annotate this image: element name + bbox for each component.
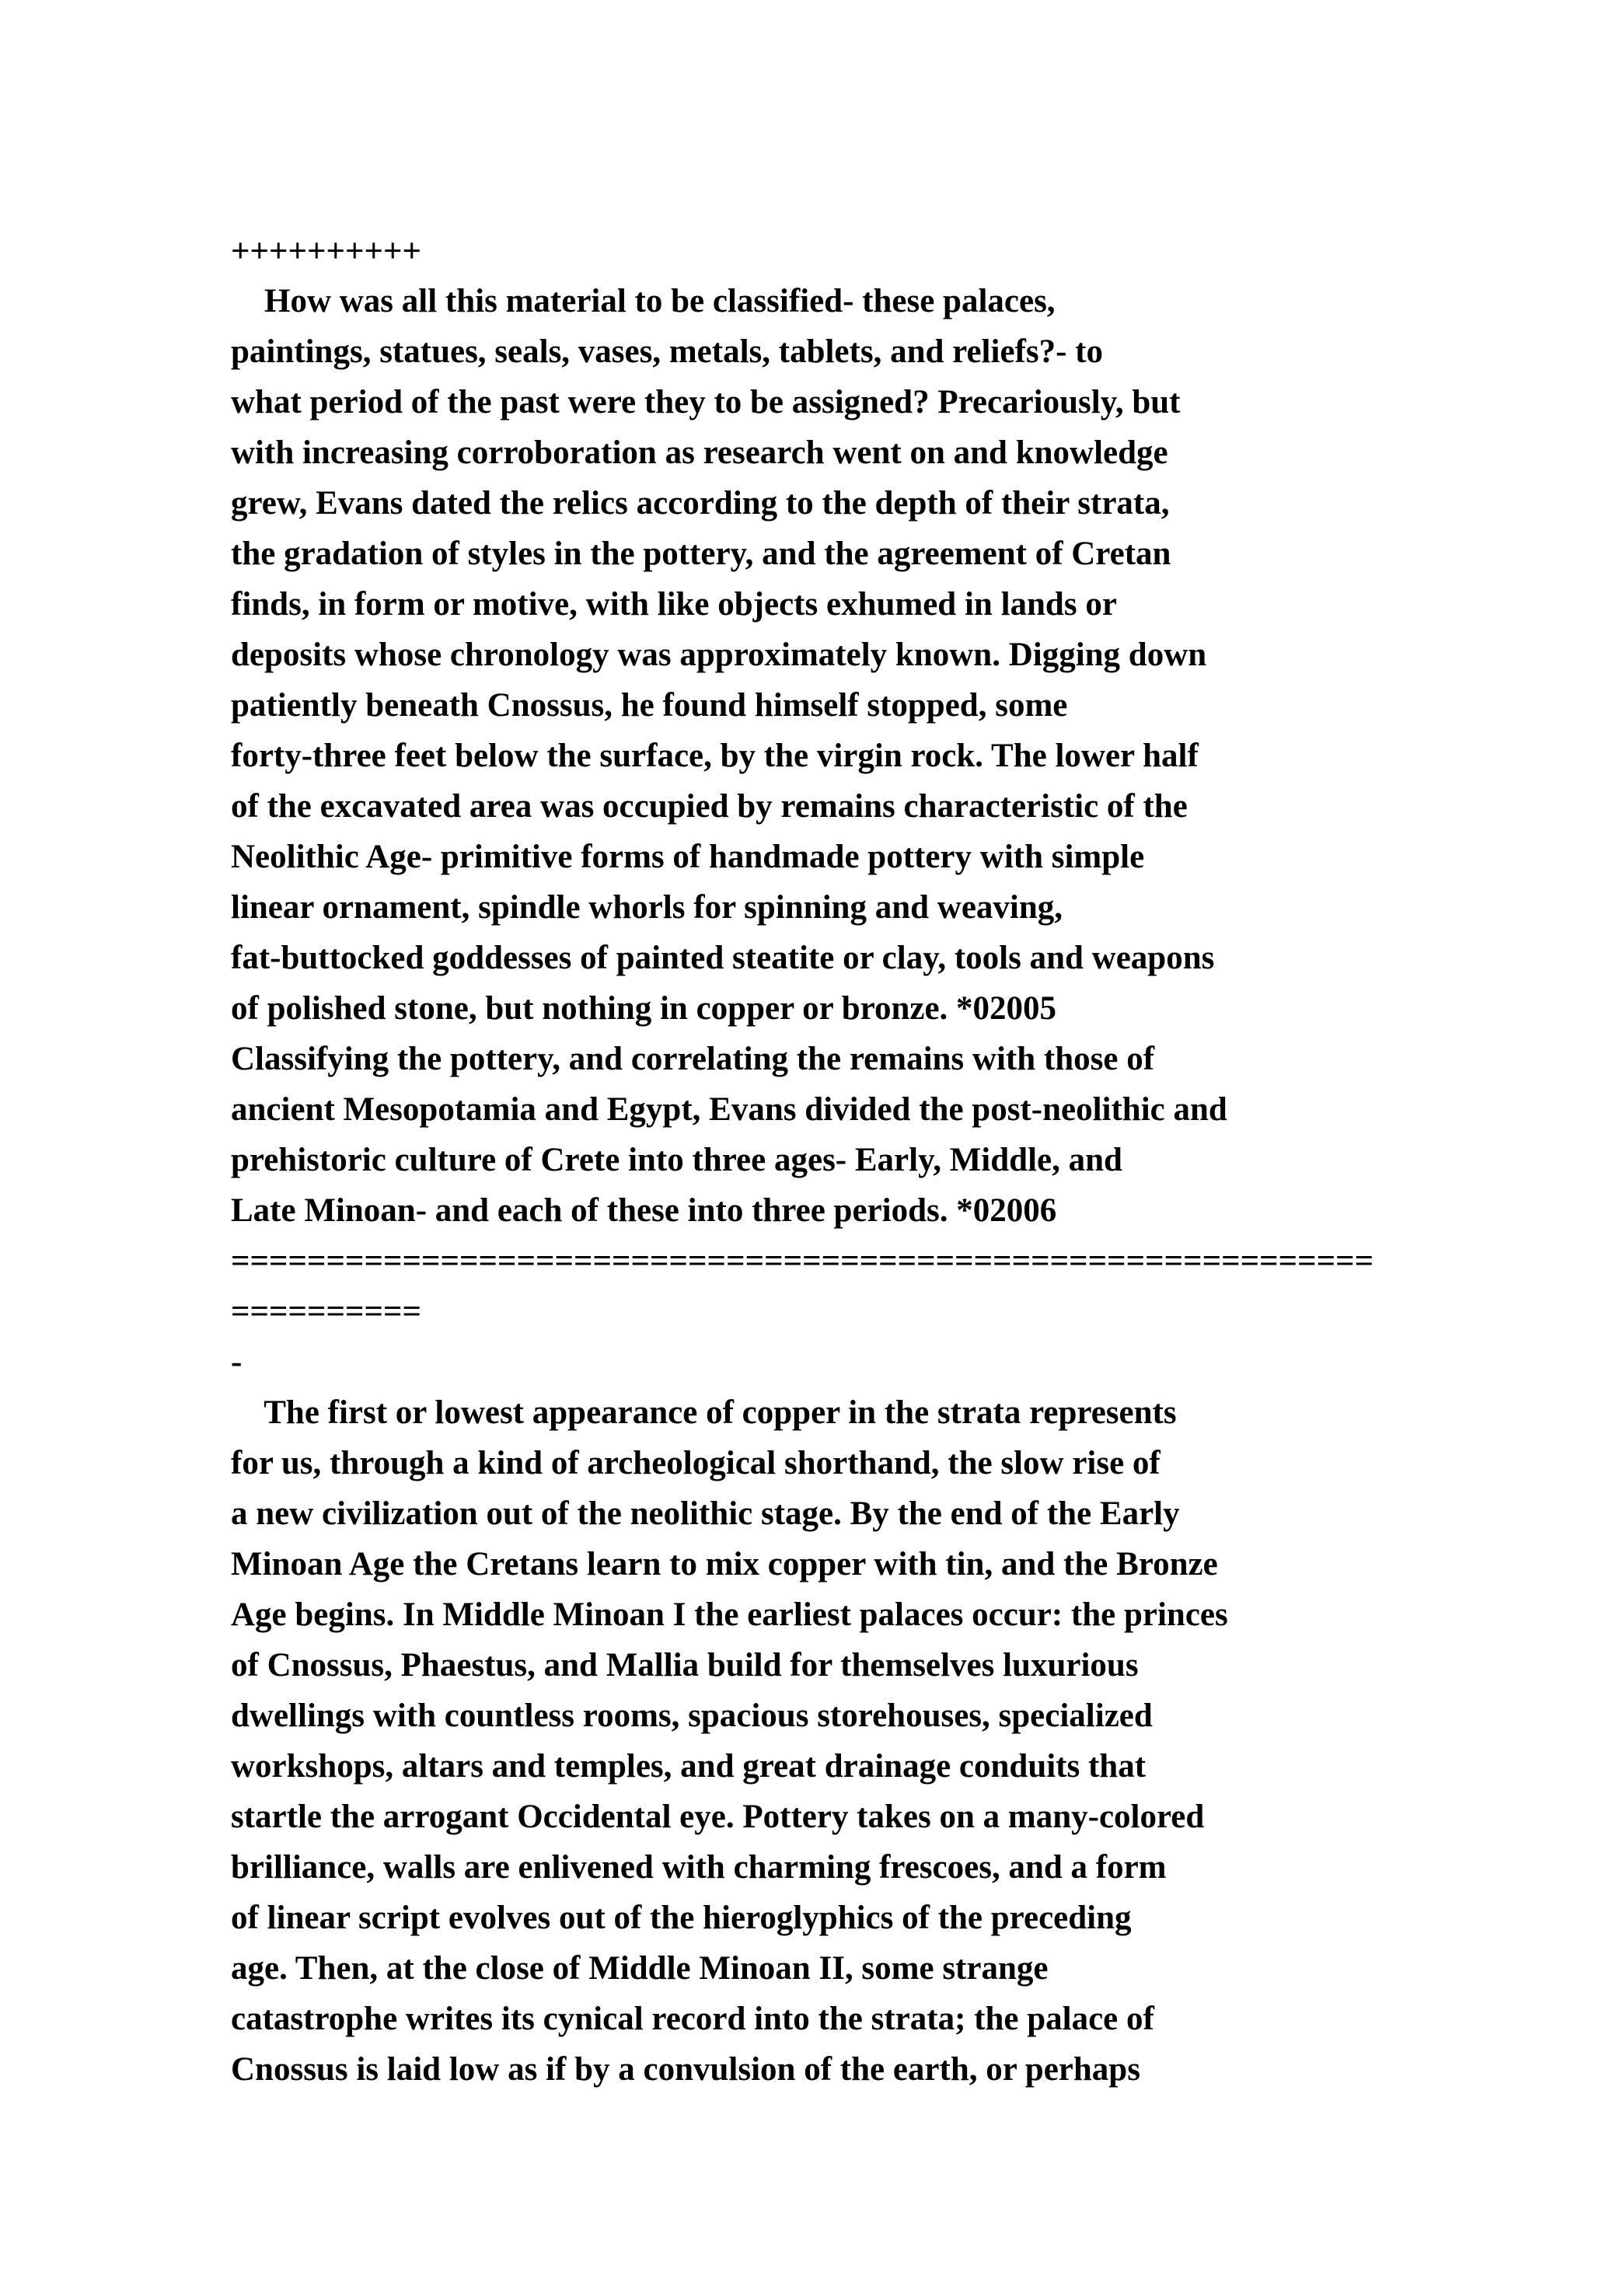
text-line: what period of the past were they to be assigned? Precariously, but [231, 384, 1181, 420]
text-line: ancient Mesopotamia and Egypt, Evans divided the post-neolithic and [231, 1091, 1227, 1128]
separator-line: ========== [231, 1293, 422, 1330]
text-line: of the excavated area was occupied by remains characteristic of the [231, 788, 1188, 825]
text-line: a new civilization out of the neolithic stage. By the end of the Early [231, 1495, 1180, 1532]
text-line: of Cnossus, Phaestus, and Mallia build for themselves luxurious [231, 1647, 1139, 1684]
text-line: brilliance, walls are enlivened with charming frescoes, and a form [231, 1849, 1167, 1886]
text-line: dwellings with countless rooms, spacious storehouses, specialized [231, 1698, 1153, 1734]
text-line: prehistoric culture of Crete into three ages- Early, Middle, and [231, 1142, 1122, 1178]
text-line: forty-three feet below the surface, by the virgin rock. The lower half [231, 738, 1199, 774]
text-line: fat-buttocked goddesses of painted steatite or clay, tools and weapons [231, 940, 1215, 976]
text-line: grew, Evans dated the relics according to the depth of their strata, [231, 485, 1170, 522]
text-line: Late Minoan- and each of these into three periods. *02006 [231, 1192, 1057, 1229]
text-line: workshops, altars and temples, and great drainage conduits that [231, 1748, 1147, 1785]
text-line: How was all this material to be classified- these palaces, [231, 283, 1056, 319]
text-line: with increasing corroboration as research went on and knowledge [231, 434, 1168, 471]
text-line: ++++++++++ [231, 233, 422, 270]
text-line: Neolithic Age- primitive forms of handmade pottery with simple [231, 839, 1145, 875]
text-line: deposits whose chronology was approximately known. Digging down [231, 637, 1207, 673]
text-line: the gradation of styles in the pottery, and the agreement of Cretan [231, 536, 1171, 572]
text-line: The first or lowest appearance of copper in the strata represents [231, 1394, 1177, 1431]
text-line: Minoan Age the Cretans learn to mix copper with tin, and the Bronze [231, 1546, 1218, 1582]
text-line: paintings, statues, seals, vases, metals, tablets, and reliefs?- to [231, 333, 1103, 370]
text-line: - [231, 1344, 243, 1380]
text-line: age. Then, at the close of Middle Minoan II, some strange [231, 1950, 1049, 1987]
text-line: Cnossus is laid low as if by a convulsion of the earth, or perhaps [231, 2051, 1140, 2088]
text-line: Classifying the pottery, and correlating the remains with those of [231, 1041, 1155, 1077]
text-line: of polished stone, but nothing in copper or bronze. *02005 [231, 990, 1057, 1027]
text-line: patiently beneath Cnossus, he found himself stopped, some [231, 687, 1068, 724]
text-line: finds, in form or motive, with like objects exhumed in lands or [231, 586, 1117, 623]
text-line: of linear script evolves out of the hieroglyphics of the preceding [231, 1900, 1132, 1936]
text-line: Age begins. In Middle Minoan I the earliest palaces occur: the princes [231, 1596, 1228, 1633]
text-line: linear ornament, spindle whorls for spinning and weaving, [231, 889, 1063, 926]
text-line: catastrophe writes its cynical record into the strata; the palace of [231, 2001, 1154, 2037]
text-line: for us, through a kind of archeological shorthand, the slow rise of [231, 1445, 1161, 1481]
text-line: startle the arrogant Occidental eye. Pottery takes on a many-colored [231, 1799, 1205, 1835]
separator-line: ============================================================ [231, 1243, 1374, 1279]
